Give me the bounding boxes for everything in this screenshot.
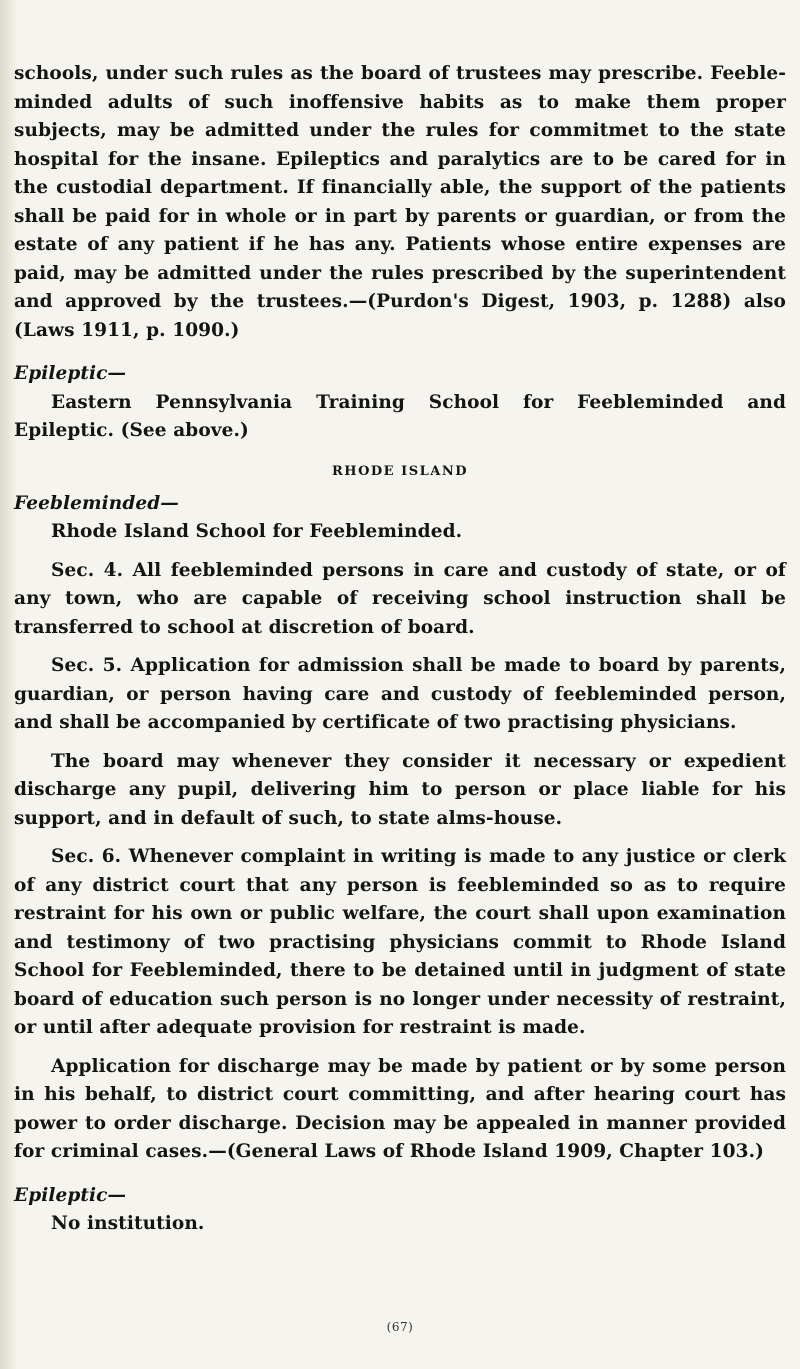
paragraph-no-institution: No institution. — [51, 1213, 205, 1234]
subheading-epileptic-pa: Epileptic— — [14, 363, 127, 384]
page-number: (67) — [386, 1320, 414, 1334]
paragraph-sec-6: Sec. 6. Whenever complaint in writing is made to any justice or clerk of any district court that any person is feebleminded so as to require restraint for his own or public welfare, the court shall upon examination and testimony of two practising physicians commit to Rhode Island School for Feebleminded, there to be detained until in judgment of state board of education such person is no longer under necessity of restraint, or until after adequate provision for restraint is made. — [14, 846, 786, 1038]
subheading-feebleminded: Feebleminded— — [14, 492, 179, 514]
paragraph-application-discharge: Application for discharge may be made by patient or by some person in his behalf, to district court committing, and after hearing court has power to order discharge. Decision may be appealed in manner provided for criminal cases.—(General Laws of Rhode Island 1909, Chapter 103.) — [14, 1055, 786, 1162]
section-title-rhode-island: RHODE ISLAND — [332, 463, 468, 479]
paragraph-sec-5: Sec. 5. Application for admission shall be made to board by parents, guardian, or person having care and custody of feebleminded person, and shall be accompanied by certificate of two practising physicians. — [14, 655, 786, 733]
paragraph-pennsylvania-rules: schools, under such rules as the board of trustees may prescribe. Feeble-minded adults of such inoffensive habits as to make them proper subjects, may be admitted under the rules for commitmet to the state hospital for the insane. Epileptics and paralytics are to be cared for in the custodial department. If financially able, the support of the patients shall be paid for in whole or in part by parents or guardian, or from the estate of any patient if he has any. Patients whose entire expenses are paid, may be admitted under the rules prescribed by the superintendent and approved by the trustees.—(Purdon's Digest, 1903, p. 1288) also (Laws 1911, p. 1090.) — [14, 63, 786, 341]
paragraph-ri-school: Rhode Island School for Feebleminded. — [51, 521, 463, 542]
paragraph-board-discharge: The board may whenever they consider it necessary or expedient discharge any pupil, delivering him to person or place liable for his support, and in default of such, to state alms-house. — [14, 750, 786, 829]
paragraph-sec-4: Sec. 4. All feebleminded persons in care and custody of state, or of any town, who are capable of receiving school instruction shall be transferred to school at discretion of board. — [14, 559, 786, 638]
subheading-epileptic-ri: Epileptic— — [14, 1184, 127, 1206]
document-page — [14, 60, 786, 1239]
paragraph-eastern-pa-school: Eastern Pennsylvania Training School for Feebleminded and Epileptic. (See above.) — [14, 391, 786, 441]
